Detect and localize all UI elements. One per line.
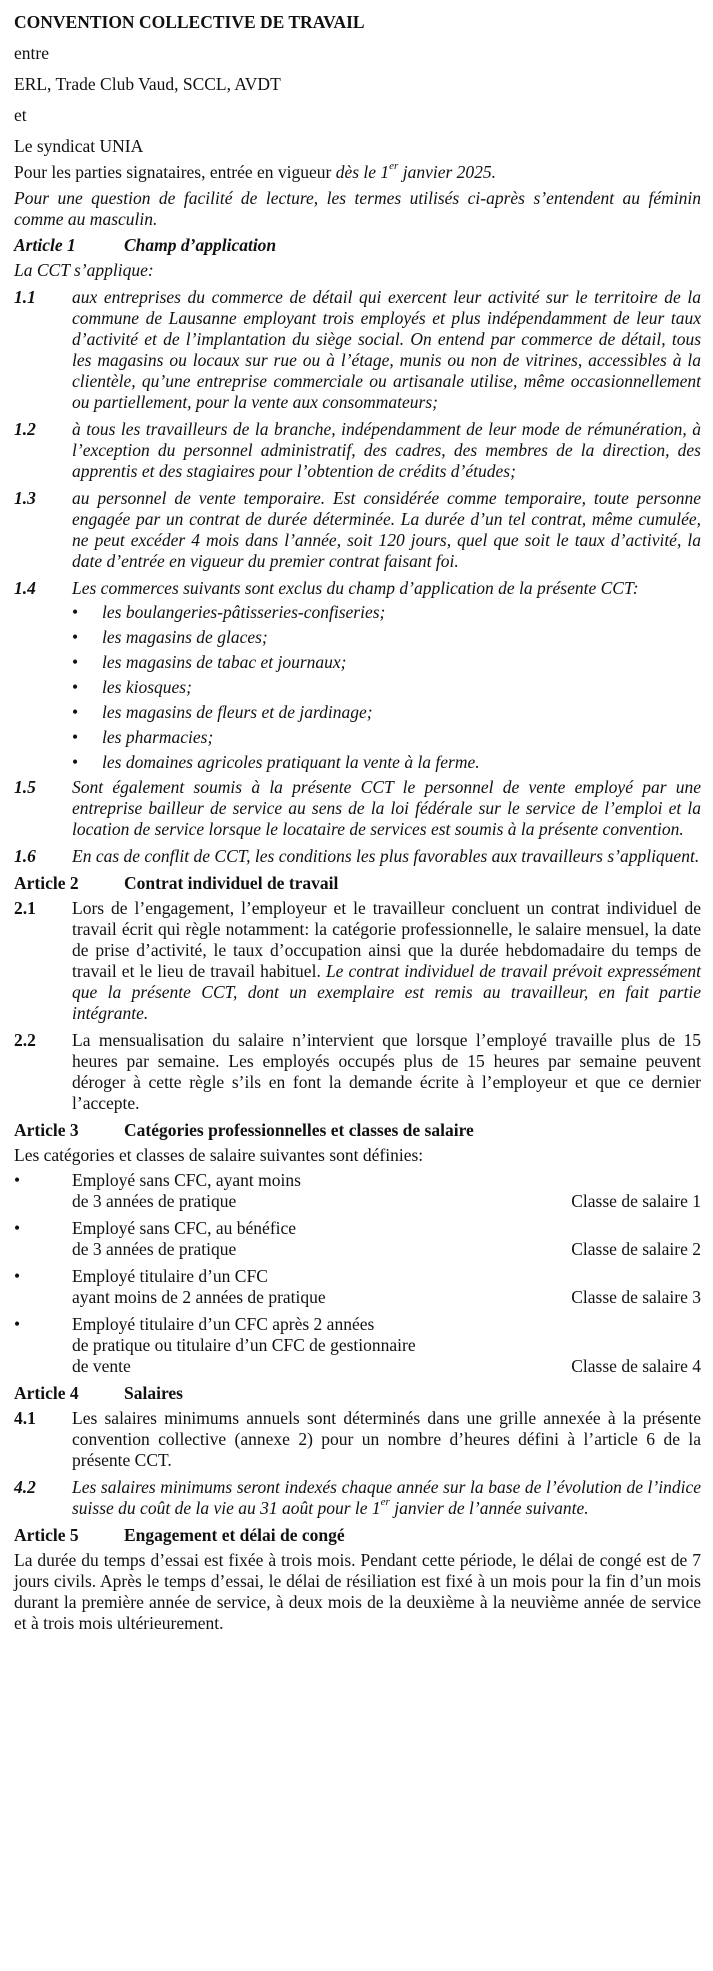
salary-category-2: • Employé sans CFC, au bénéfice de 3 années de pratique Classe de salaire 2 — [14, 1218, 701, 1259]
article-1-heading — [14, 235, 701, 256]
salary-category-3: • Employé titulaire d’un CFC ayant moins de 2 années de pratique Classe de salaire 3 — [14, 1266, 701, 1307]
list-item: • les magasins de fleurs et de jardinage; — [72, 702, 373, 722]
clause-1-2: 1.2 à tous les travailleurs de la branche, indépendamment de leur mode de rémunération, à l’exception du personnel administratif, des cadres, des membres de la direction, des apprentis et des stagiaires pour l’obtention de crédits d’études; — [14, 419, 701, 481]
salary-category-4: • Employé titulaire d’un CFC après 2 années de pratique ou titulaire d’un CFC de gestionnaire de vente Classe de salaire 4 — [14, 1314, 701, 1376]
list-item: • les kiosques; — [72, 677, 192, 697]
article-title: Salaires — [124, 1383, 183, 1403]
clause-1-1: 1.1 aux entreprises du commerce de détail qui exercent leur activité sur le territoire de la commune de Lausanne employant trois employés et plus indépendamment de leur taux d’activité et de l’implantation du siège social. On entend par commerce de détail, tous les magasins ou locaux sur rue ou à l’étage, munis ou non de vitrines, accessibles à la clientèle, qu’une entreprise commerciale ou artisanale utilise, même occasionnellement ou partiellement, pour la vente aux consommateurs; — [14, 287, 701, 412]
validity-statement — [14, 162, 701, 183]
article-title: Catégories professionnelles et classes de salaire — [124, 1120, 474, 1140]
article-1-intro: La CCT s’applique: — [14, 260, 154, 280]
excluded-businesses-list — [72, 602, 701, 773]
salary-class: Classe de salaire 2 — [571, 1239, 701, 1259]
article-number: Article 4 — [14, 1383, 79, 1403]
article-number: Article 2 — [14, 873, 79, 893]
list-item: • les magasins de tabac et journaux; — [72, 652, 347, 672]
article-title: Contrat individuel de travail — [124, 873, 339, 893]
clause-1-3: 1.3 au personnel de vente temporaire. Est considérée comme temporaire, toute personne engagée par un contrat de durée déterminée. La durée d’un tel contrat, même cumulée, ne peut excéder 4 mois dans l’année, soit 120 jours, quel que soit le taux d’activité, la date d’entrée en vigueur du premier contrat faisant foi. — [14, 488, 701, 571]
salary-class: Classe de salaire 4 — [571, 1356, 701, 1376]
validity-date: dès le 1er janvier 2025. — [335, 160, 497, 182]
list-item: • les magasins de glaces; — [72, 627, 268, 647]
list-item: • les pharmacies; — [72, 727, 214, 747]
article-4-heading — [14, 1383, 701, 1404]
article-3-intro: Les catégories et classes de salaire suivantes sont définies: — [14, 1145, 424, 1165]
readability-note: Pour une question de facilité de lecture, les termes utilisés ci-après s’entendent au féminin comme au masculin. — [14, 188, 701, 229]
document-title: CONVENTION COLLECTIVE DE TRAVAIL — [14, 12, 365, 32]
article-5-text: La durée du temps d’essai est fixée à trois mois. Pendant cette période, le délai de congé est de 7 jours civils. Après le temps d’essai, le délai de résiliation est fixé à un mois pour la fin d’un mois durant la première année de service, à deux mois de la deuxième à la neuvième année de service et à trois mois ultérieurement. — [14, 1550, 701, 1633]
article-number: Article 5 — [14, 1525, 79, 1545]
article-2-heading — [14, 873, 701, 894]
union-name: Le syndicat UNIA — [14, 136, 144, 156]
clause-4-1: 4.1 Les salaires minimums annuels sont déterminés dans une grille annexée à la présente convention collective (annexe 2) pour un nombre d’heures défini à l’article 6 de la présente CCT. — [14, 1408, 701, 1470]
article-5-heading — [14, 1525, 701, 1546]
clause-1-4: 1.4 Les commerces suivants sont exclus du champ d’application de la présente CCT: — [14, 578, 639, 598]
list-item: • les domaines agricoles pratiquant la vente à la ferme. — [72, 752, 480, 772]
and-word: et — [14, 105, 27, 125]
article-title: Engagement et délai de congé — [124, 1525, 345, 1545]
article-number: Article 3 — [14, 1120, 79, 1140]
article-title: Champ d’application — [124, 235, 277, 255]
salary-class: Classe de salaire 1 — [571, 1191, 701, 1211]
article-3-heading — [14, 1120, 701, 1141]
salary-category-1: • Employé sans CFC, ayant moins de 3 années de pratique Classe de salaire 1 — [14, 1170, 701, 1211]
clause-2-2: 2.2 La mensualisation du salaire n’intervient que lorsque l’employé travaille plus de 15 heures par semaine. Les employés occupés plus de 15 heures par semaine peuvent déroger à cette règle s’ils en font la demande écrite à l’employeur et que ce dernier l’accepte. — [14, 1030, 701, 1113]
clause-1-6: 1.6 En cas de conflit de CCT, les conditions les plus favorables aux travailleurs s’appliquent. — [14, 846, 700, 866]
clause-2-1: 2.1 Lors de l’engagement, l’employeur et le travailleur concluent un contrat individuel de travail écrit qui règle notamment: la catégorie professionnelle, le salaire mensuel, la date de prise d’activité, le taux d’occupation ainsi que la durée hebdomadaire du temps de travail et le lieu de travail habituel. Le contrat individuel de travail prévoit expressément que la présente CCT, dont un exemplaire est remis au travailleur, en fait partie intégrante. — [14, 898, 701, 1023]
employer-parties: ERL, Trade Club Vaud, SCCL, AVDT — [14, 74, 281, 94]
between-word: entre — [14, 43, 49, 63]
clause-4-2: 4.2 Les salaires minimums seront indexés chaque année sur la base de l’évolution de l’indice suisse du coût de la vie au 31 août pour le 1er janvier de l’année suivante. — [14, 1477, 701, 1518]
article-number: Article 1 — [14, 235, 76, 255]
list-item: • les boulangeries-pâtisseries-confiseries; — [72, 602, 386, 622]
validity-lead: Pour les parties signataires, entrée en vigueur — [14, 162, 336, 182]
salary-class: Classe de salaire 3 — [571, 1287, 701, 1307]
clause-1-5: 1.5 Sont également soumis à la présente CCT le personnel de vente employé par une entreprise bailleur de service au sens de la loi fédérale sur le service de l’emploi et la location de service lorsque le locataire de services est soumis à la présente convention. — [14, 777, 701, 839]
